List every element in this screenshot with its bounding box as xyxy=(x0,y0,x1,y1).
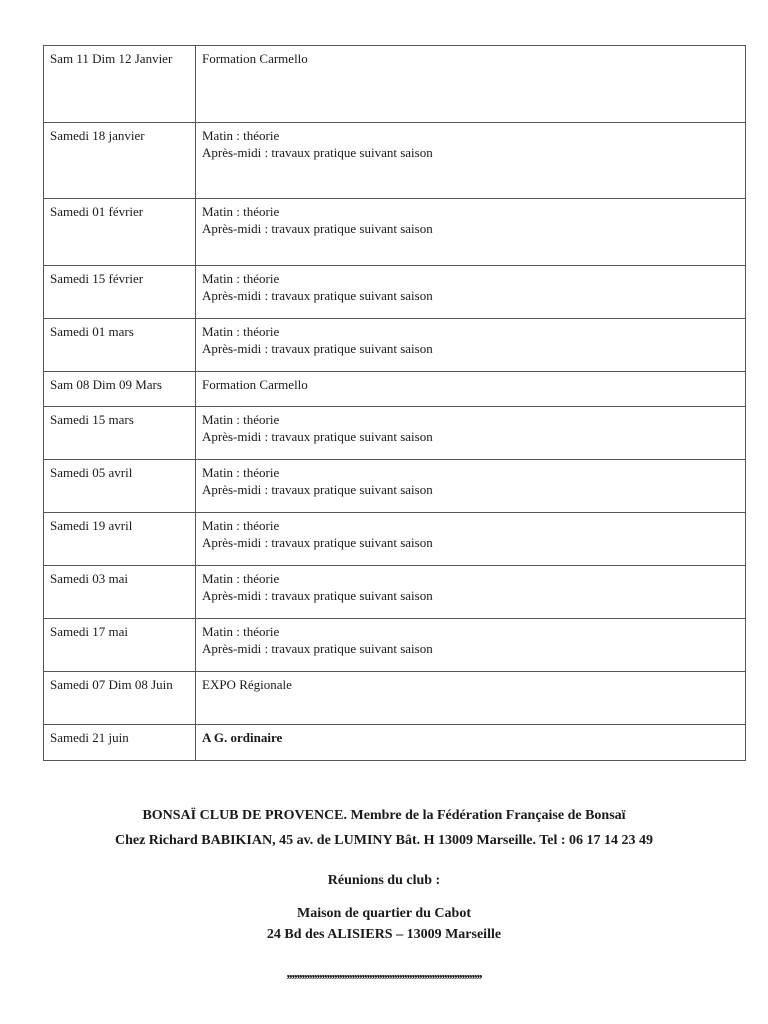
schedule-row xyxy=(44,123,746,199)
activity-line: EXPO Régionale xyxy=(202,677,292,692)
schedule-activity xyxy=(196,372,746,407)
schedule-date: Samedi 18 janvier xyxy=(44,123,196,199)
schedule-row xyxy=(44,725,746,761)
schedule-date: Samedi 15 février xyxy=(44,266,196,319)
schedule-activity xyxy=(196,672,746,725)
activity-line: Matin : théorie xyxy=(202,518,280,533)
schedule-row xyxy=(44,566,746,619)
club-address-line: Chez Richard BABIKIAN, 45 av. de LUMINY Bât. H 13009 Marseille. Tel : 06 17 14 23 49 xyxy=(114,833,654,848)
dotted-separator: ,,,,,,,,,,,,,,,,,,,,,,,,,,,,,,,,,,,,,,,,,,,,,,,,,,,,,,,,,,,,,,,,,,,,,,,,,,,,,, xyxy=(286,966,482,981)
schedule-row xyxy=(44,407,746,460)
schedule-activity xyxy=(196,619,746,672)
schedule-date: Sam 11 Dim 12 Janvier xyxy=(44,46,196,123)
schedule-row xyxy=(44,460,746,513)
activity-line: Après-midi : travaux pratique suivant saison xyxy=(202,221,433,236)
schedule-table xyxy=(43,45,746,761)
activity-line: Matin : théorie xyxy=(202,324,280,339)
activity-line: Formation Carmello xyxy=(202,51,308,66)
reunions-heading: Réunions du club : xyxy=(327,873,441,888)
meeting-place: Maison de quartier du Cabot xyxy=(297,906,471,921)
schedule-row xyxy=(44,672,746,725)
schedule-row xyxy=(44,513,746,566)
schedule-activity xyxy=(196,566,746,619)
schedule-row xyxy=(44,619,746,672)
schedule-date: Samedi 05 avril xyxy=(44,460,196,513)
activity-line: Après-midi : travaux pratique suivant saison xyxy=(202,588,433,603)
schedule-activity xyxy=(196,319,746,372)
activity-line: Matin : théorie xyxy=(202,128,280,143)
activity-line: Matin : théorie xyxy=(202,412,280,427)
activity-line: Après-midi : travaux pratique suivant saison xyxy=(202,145,433,160)
schedule-activity xyxy=(196,460,746,513)
schedule-date: Sam 08 Dim 09 Mars xyxy=(44,372,196,407)
activity-line: Matin : théorie xyxy=(202,624,280,639)
activity-line: Après-midi : travaux pratique suivant saison xyxy=(202,341,433,356)
schedule-activity xyxy=(196,266,746,319)
schedule-row xyxy=(44,199,746,266)
schedule-date: Samedi 07 Dim 08 Juin xyxy=(44,672,196,725)
activity-line: Matin : théorie xyxy=(202,571,280,586)
schedule-row xyxy=(44,372,746,407)
activity-line: Matin : théorie xyxy=(202,465,280,480)
club-name-line: BONSAÏ CLUB DE PROVENCE. Membre de la Fédération Française de Bonsaï xyxy=(142,808,626,823)
schedule-date: Samedi 03 mai xyxy=(44,566,196,619)
schedule-date: Samedi 01 février xyxy=(44,199,196,266)
schedule-row xyxy=(44,319,746,372)
activity-line: A G. ordinaire xyxy=(202,730,283,745)
activity-line: Après-midi : travaux pratique suivant saison xyxy=(202,535,433,550)
activity-line: Après-midi : travaux pratique suivant saison xyxy=(202,482,433,497)
schedule-activity xyxy=(196,46,746,123)
schedule-date: Samedi 21 juin xyxy=(44,725,196,761)
schedule-activity xyxy=(196,407,746,460)
activity-line: Formation Carmello xyxy=(202,377,308,392)
schedule-date: Samedi 17 mai xyxy=(44,619,196,672)
schedule-activity xyxy=(196,725,746,761)
schedule-activity xyxy=(196,123,746,199)
activity-line: Matin : théorie xyxy=(202,204,280,219)
schedule-date: Samedi 19 avril xyxy=(44,513,196,566)
schedule-date: Samedi 01 mars xyxy=(44,319,196,372)
schedule-row xyxy=(44,46,746,123)
meeting-address: 24 Bd des ALISIERS – 13009 Marseille xyxy=(266,927,502,942)
activity-line: Après-midi : travaux pratique suivant saison xyxy=(202,288,433,303)
schedule-activity xyxy=(196,199,746,266)
activity-line: Après-midi : travaux pratique suivant saison xyxy=(202,641,433,656)
schedule-body xyxy=(44,46,746,761)
schedule-date: Samedi 15 mars xyxy=(44,407,196,460)
schedule-row xyxy=(44,266,746,319)
schedule-activity xyxy=(196,513,746,566)
activity-line: Matin : théorie xyxy=(202,271,280,286)
activity-line: Après-midi : travaux pratique suivant saison xyxy=(202,429,433,444)
